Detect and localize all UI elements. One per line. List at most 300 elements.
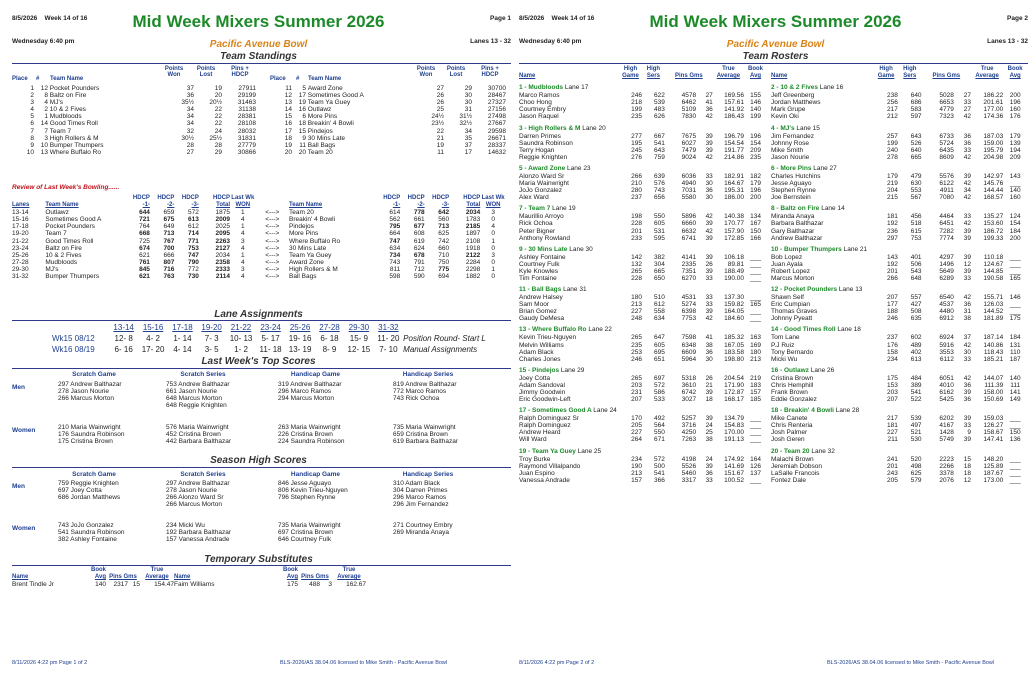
review-won-a: 1 xyxy=(241,223,245,231)
roster-cell: 126.27 xyxy=(983,422,1004,430)
roster-cell: 191.77 xyxy=(724,146,745,154)
roster-header: High xyxy=(903,66,917,72)
roster-cell: 184.60 xyxy=(724,315,745,323)
roster-cell: 171.90 xyxy=(724,381,745,389)
review-game3-a: 790 xyxy=(188,258,199,266)
roster-cell: 196 xyxy=(750,187,761,195)
score-entry xyxy=(278,402,393,409)
temp-sub-cell: 15 xyxy=(132,581,140,589)
standings-team-name: Mudbloods xyxy=(48,113,82,121)
review-team-a: Team 7 xyxy=(45,230,67,238)
roster-cell: 144.85 xyxy=(983,267,1004,275)
standings-pins-hdcp: 31831 xyxy=(237,134,256,142)
season-high-title: Season High Scores xyxy=(210,455,307,466)
roster-cell: 33 xyxy=(963,146,972,154)
standings-place: 6 xyxy=(30,120,34,128)
review-game2-a: 659 xyxy=(163,209,175,217)
roster-table xyxy=(771,66,1027,484)
roster-team-header xyxy=(771,80,1027,92)
roster-cell: 484 xyxy=(910,374,922,382)
roster-cell: 8609 xyxy=(939,153,954,161)
roster-team-name: 2 - 10 & 2 Fives Lane 16 xyxy=(771,84,844,92)
standings-place: 1 xyxy=(30,85,34,92)
roster-bowler-row xyxy=(519,194,767,201)
standings-points-won: 34 xyxy=(186,120,194,128)
score-entry: 648 Marcus Morton xyxy=(166,395,222,403)
roster-cell: 2335 xyxy=(681,260,697,268)
roster-cell: 165 xyxy=(1009,274,1021,282)
footer-left-2: 8/11/2026 4:22 pm Page 2 of 2 xyxy=(519,660,595,666)
roster-cell: ___ xyxy=(1009,253,1021,261)
roster-cell: 521 xyxy=(910,429,922,437)
review-team-b: More Pins xyxy=(288,230,319,238)
roster-cell: Rick Ochoa xyxy=(519,220,553,228)
roster-cell: 39 xyxy=(705,267,713,275)
roster-cell: 195 xyxy=(631,139,642,147)
roster-cell: 36 xyxy=(705,106,713,114)
roster-cell: 201 xyxy=(631,227,642,235)
divider xyxy=(12,467,511,468)
page-2 xyxy=(517,0,1034,691)
review-lanes: 31-32 xyxy=(12,273,29,281)
review-team-a: Outlawz xyxy=(45,209,69,217)
season-h-hdcp-series: Handicap Series xyxy=(402,471,454,478)
roster-cell: Brian Gomez xyxy=(519,308,557,316)
score-entry: 735 Maria Wainwright xyxy=(278,522,341,529)
roster-cell: Alex Ward xyxy=(519,194,549,202)
roster-cell: 195.79 xyxy=(983,146,1004,154)
roster-cell: 5749 xyxy=(939,436,954,444)
roster-team-lane: Lane 21 xyxy=(843,245,868,253)
roster-header: High xyxy=(879,66,893,72)
review-won-a: 4 xyxy=(241,244,245,252)
review-game2-a: 713 xyxy=(163,230,175,238)
review-team-b: Pindejos xyxy=(288,223,314,231)
roster-team-name: 16 - Outlawz Lane 26 xyxy=(771,366,835,374)
score-entry: 759 Reggie Knighten xyxy=(58,480,119,487)
roster-cell: 671 xyxy=(654,436,665,444)
roster-cell: ___ xyxy=(750,476,761,484)
roster-cell: 203 xyxy=(887,389,898,396)
standings-team-name: Team 20 xyxy=(306,148,333,156)
standings-team-name: More Pins xyxy=(306,113,338,121)
roster-cell: 6609 xyxy=(681,348,697,356)
roster-cell: 154 xyxy=(1009,220,1021,228)
score-entry: 806 Kevin Trieu-Nguyen xyxy=(278,487,348,495)
review-game1-b: 614 xyxy=(389,209,401,217)
roster-cell: 246 xyxy=(887,315,898,323)
roster-bowler-row xyxy=(771,382,1027,389)
lane-week-label: Wk16 08/19 xyxy=(52,345,95,354)
roster-cell: 498 xyxy=(910,462,922,470)
standings-pins-hdcp: 27911 xyxy=(238,85,256,92)
roster-cell: 38 xyxy=(963,315,972,323)
roster-cell: 6289 xyxy=(939,274,954,282)
temp-sub-cell: 140 xyxy=(95,581,106,589)
roster-cell: 27 xyxy=(963,106,972,114)
standings-points-lost: 30 xyxy=(464,92,472,100)
score-entry: 541 Saundra Robinson xyxy=(58,529,125,537)
standings-points-won: 35½ xyxy=(181,99,194,107)
roster-cell: Jason Nourie xyxy=(771,153,810,161)
review-won-b: 0 xyxy=(491,273,495,281)
roster-bowler-row xyxy=(771,334,1027,341)
roster-cell: 186.22 xyxy=(983,92,1004,100)
review-total-a: 2114 xyxy=(215,273,231,281)
roster-cell: 110.18 xyxy=(983,253,1004,261)
roster-cell: 209 xyxy=(750,146,761,154)
roster-team-lane: Lane 16 xyxy=(819,84,844,92)
rh-hdcp2: HDCP xyxy=(157,195,175,201)
roster-cell: 132 xyxy=(631,260,642,268)
roster-cell: ___ xyxy=(1009,415,1021,423)
roster-cell: 42 xyxy=(963,153,972,161)
score-entry: 226 Cristina Brown xyxy=(278,431,333,439)
review-game3-b: 560 xyxy=(438,216,450,224)
standings-row xyxy=(270,92,506,99)
roster-cell: 531 xyxy=(654,227,665,235)
roster-cell: 2076 xyxy=(939,476,954,484)
roster-cell: 612 xyxy=(654,301,665,309)
roster-header: Name xyxy=(771,73,788,80)
roster-header: High xyxy=(646,66,661,72)
score-row xyxy=(58,388,503,395)
roster-cell: 557 xyxy=(910,294,922,302)
standings-row xyxy=(270,99,506,106)
roster-cell: 695 xyxy=(654,348,665,356)
score-entry: 576 Maria Wainwright xyxy=(166,424,229,431)
season-men-label: Men xyxy=(12,483,25,490)
score-entry: 648 Reggie Knighten xyxy=(166,402,227,410)
standings-team-number: 14 xyxy=(40,120,48,128)
standings-place: 4 xyxy=(30,106,34,114)
review-game2-b: 712 xyxy=(413,265,425,273)
temp-sub-cell: Faim Williams xyxy=(174,581,215,589)
roster-team-header xyxy=(519,282,767,294)
roster-cell: Courtney Fulk xyxy=(519,260,560,268)
roster-team-header xyxy=(771,363,1027,375)
roster-header: True xyxy=(980,66,994,72)
roster-cell: ___ xyxy=(750,429,761,437)
roster-cell: 257 xyxy=(887,132,898,140)
roster-cell: 167.05 xyxy=(724,341,745,349)
roster-cell: Ralph Dominguez Sr xyxy=(519,415,579,423)
standings-place: 15 xyxy=(284,113,292,121)
review-total-b: 2185 xyxy=(465,223,481,231)
review-game1-b: 811 xyxy=(389,265,401,273)
review-vs: <---> xyxy=(265,209,280,217)
score-entry: 846 Jesse Aguayo xyxy=(278,480,332,487)
standings-pins-hdcp: 27327 xyxy=(487,99,506,107)
roster-cell: 5318 xyxy=(681,374,697,382)
standings-points-won: 27 xyxy=(186,148,194,156)
lane-matchup: 4- 2 xyxy=(146,334,160,343)
roster-bowler-row xyxy=(771,254,1027,261)
header-week-2: Week 14 of 16 xyxy=(551,15,595,22)
league-title-2: Mid Week Mixers Summer 2026 xyxy=(649,12,902,31)
roster-cell: 26 xyxy=(705,374,713,382)
standings-points-lost: 20 xyxy=(214,92,222,100)
standings-place: 11 xyxy=(285,85,292,92)
roster-cell: Micki Wu xyxy=(771,355,798,363)
roster-bowler-row xyxy=(519,268,767,275)
roster-cell: 553 xyxy=(910,187,922,195)
standings-points-lost: 32½ xyxy=(459,120,472,128)
standings-points-lost: 22 xyxy=(214,113,222,121)
season-h-scratch-game: Scratch Game xyxy=(72,471,116,478)
standings-team-number: 10 xyxy=(40,141,48,149)
roster-bowler-row xyxy=(519,396,767,403)
review-game2-a: 700 xyxy=(163,244,175,252)
review-won-a: 4 xyxy=(241,216,245,224)
score-entry: 646 Courtney Fulk xyxy=(278,536,332,544)
review-game1-a: 764 xyxy=(139,223,150,231)
roster-bowler-row xyxy=(771,415,1027,422)
roster-cell: 135.27 xyxy=(983,213,1004,221)
roster-bowler-row xyxy=(519,349,767,356)
roster-cell: 500 xyxy=(654,462,665,470)
standings-row xyxy=(12,135,256,142)
roster-cell: Jesse Aguayo xyxy=(771,180,812,188)
roster-cell: 165 xyxy=(750,301,761,309)
roster-cell: 626 xyxy=(654,113,665,121)
review-game3-b: 775 xyxy=(438,265,450,273)
roster-cell: 42 xyxy=(963,180,972,188)
roster-cell: ___ xyxy=(750,308,761,316)
standings-row xyxy=(270,85,506,92)
roster-cell: Jordan Matthews xyxy=(771,99,821,107)
score-row xyxy=(58,522,503,529)
roster-cell: 168.17 xyxy=(724,396,745,404)
roster-team-header xyxy=(519,444,767,456)
roster-cell: ___ xyxy=(1009,476,1021,484)
roster-bowler-row xyxy=(519,375,767,382)
standings-row xyxy=(12,106,256,113)
roster-cell: 543 xyxy=(910,267,922,275)
review-game1-a: 674 xyxy=(139,244,150,252)
review-game2-b: 778 xyxy=(413,209,425,217)
review-lanes: 21-22 xyxy=(12,237,29,245)
roster-cell: 235 xyxy=(750,153,761,161)
review-total-a: 2333 xyxy=(215,265,231,273)
roster-cell: 36 xyxy=(963,139,972,147)
top-scores-header xyxy=(40,371,483,378)
roster-cell: Eric Cumpian xyxy=(771,301,811,309)
roster-bowler-row xyxy=(519,154,767,161)
roster-cell: 5724 xyxy=(939,139,954,147)
lane-note: Position Round- Start L xyxy=(403,334,486,343)
roster-team-lane: Lane 22 xyxy=(588,326,612,334)
standings-place: 3 xyxy=(30,99,34,107)
roster-cell: 126.03 xyxy=(983,301,1004,309)
roster-cell: 144.44 xyxy=(983,187,1004,195)
score-entry: 269 Miranda Anaya xyxy=(393,529,450,537)
score-row xyxy=(58,529,503,536)
score-entry: 271 Courtney Embry xyxy=(393,522,453,529)
review-game3-a: 613 xyxy=(188,216,199,224)
roster-cell: 36 xyxy=(963,381,972,389)
lane-matchup: 12- 8 xyxy=(114,334,133,343)
roster-column-right xyxy=(771,66,1027,484)
roster-bowler-row xyxy=(519,334,767,341)
roster-cell: 201 xyxy=(887,267,898,275)
standings-pins-hdcp: 14632 xyxy=(487,148,506,156)
roster-bowler-row xyxy=(771,308,1027,315)
roster-cell: ___ xyxy=(1009,301,1021,309)
review-game2-b: 661 xyxy=(413,216,425,224)
roster-cell: 139 xyxy=(1009,139,1021,147)
review-game2-b: 624 xyxy=(413,244,425,252)
roster-cell: 15 xyxy=(963,455,972,463)
roster-cell: 39 xyxy=(705,308,713,316)
review-game3-b: 642 xyxy=(438,209,450,217)
roster-cell: 7031 xyxy=(681,187,697,195)
review-game1-b: 795 xyxy=(389,223,401,231)
roster-cell: ___ xyxy=(750,260,761,268)
roster-team-lane: Lane 19 xyxy=(552,205,576,213)
roster-bowler-row xyxy=(771,349,1027,356)
standings-row xyxy=(12,99,256,106)
roster-cell: 583 xyxy=(910,106,922,114)
roster-cell: 3378 xyxy=(939,469,954,477)
standings-row xyxy=(12,113,256,120)
roster-cell: 245 xyxy=(631,146,642,154)
roster-cell: ___ xyxy=(750,267,761,275)
roster-cell: 154.54 xyxy=(724,139,745,147)
standings-team-number: 20 xyxy=(298,148,306,156)
roster-bowler-row xyxy=(519,477,767,484)
roster-cell: 33 xyxy=(705,476,713,484)
roster-cell: 665 xyxy=(654,267,665,275)
roster-cell: 7263 xyxy=(681,436,697,444)
roster-header: Avg xyxy=(749,73,762,80)
roster-cell: 3317 xyxy=(681,476,697,484)
roster-cell: 186.43 xyxy=(724,113,745,121)
roster-cell: 188 xyxy=(887,308,898,316)
roster-cell: 39 xyxy=(705,220,713,228)
standings-points-won: 26 xyxy=(436,92,444,100)
roster-cell: 576 xyxy=(654,180,665,188)
roster-cell: 558 xyxy=(654,308,665,316)
score-entry: 266 Marcus Morton xyxy=(58,395,114,403)
roster-bowler-row xyxy=(519,187,767,194)
standings-team-name: Good Times Roll xyxy=(48,120,98,128)
roster-cell: 163 xyxy=(750,334,761,342)
standings-team-number: 2 xyxy=(44,106,48,114)
roster-header xyxy=(922,66,954,73)
roster-cell: 173.00 xyxy=(983,476,1004,484)
roster-cell: 5649 xyxy=(939,267,954,275)
roster-cell: Barbara Balthazar xyxy=(771,220,824,228)
standings-points-lost: 29 xyxy=(214,148,222,156)
roster-cell: 241 xyxy=(887,455,898,463)
roster-cell: Mark Grupe xyxy=(771,106,806,114)
roster-cell: Mike Smith xyxy=(771,146,804,154)
roster-cell: 179 xyxy=(1009,132,1021,140)
rh-g2: -2- xyxy=(167,202,175,209)
review-game1-a: 721 xyxy=(139,216,150,224)
roster-team-header xyxy=(771,242,1027,254)
roster-cell: 175 xyxy=(887,374,898,382)
standings-team-name: 10 & 2 Fives xyxy=(48,106,86,114)
review-game3-a: 771 xyxy=(188,237,199,245)
roster-header: Book xyxy=(748,66,764,72)
roster-cell: Troy Burke xyxy=(519,455,551,463)
score-entry: 772 Marco Ramos xyxy=(393,388,447,396)
review-game2-a: 767 xyxy=(163,237,175,245)
standings-points-lost: 34 xyxy=(464,127,472,135)
roster-cell: 41 xyxy=(705,99,713,107)
roster-cell: 253 xyxy=(631,348,642,356)
roster-cell: 41 xyxy=(705,334,713,342)
lane-pair-header: 29-30 xyxy=(348,323,370,332)
standings-team-number: 6 xyxy=(302,113,306,121)
standings-team-number: 7 xyxy=(44,127,48,135)
standings-row xyxy=(270,128,506,135)
footer-right-2: BLS-2026/AS 38.04.06 licensed to Mike Smith - Pacific Avenue Bowl xyxy=(827,660,995,666)
roster-cell: 5896 xyxy=(681,213,697,221)
roster-cell: 667 xyxy=(654,132,665,140)
roster-cell: 176 xyxy=(1009,113,1021,121)
roster-cell: ___ xyxy=(1009,469,1021,477)
roster-cell: 214.86 xyxy=(724,153,745,161)
standings-team-name: Award Zone xyxy=(306,85,343,92)
roster-cell: 201.61 xyxy=(983,99,1004,107)
review-game2-b: 791 xyxy=(413,258,425,266)
roster-cell: 180 xyxy=(631,294,642,302)
roster-cell: 160 xyxy=(1009,194,1021,202)
standings-pins-hdcp: 30700 xyxy=(487,85,506,92)
roster-cell: 235 xyxy=(631,341,642,349)
roster-cell: 6398 xyxy=(681,308,697,316)
standings-place: 8 xyxy=(30,134,34,142)
score-entry: 278 Jason Nourie xyxy=(166,487,217,495)
review-team-a: Baltz on Fire xyxy=(45,244,82,252)
standings-header-place-2: Place xyxy=(270,76,286,82)
score-entry xyxy=(278,501,393,508)
roster-cell: 686 xyxy=(910,99,922,107)
review-lanes: 27-28 xyxy=(12,258,29,266)
review-game3-b: 713 xyxy=(438,223,450,231)
standings-points-won: 32 xyxy=(186,127,194,135)
roster-cell: 180 xyxy=(750,348,761,356)
roster-bowler-row xyxy=(771,436,1027,443)
th-book: Book xyxy=(91,567,106,573)
roster-cell: 304 xyxy=(654,260,665,268)
roster-cell: 213 xyxy=(631,301,642,309)
roster-cell: 131 xyxy=(1009,341,1021,349)
roster-cell: 213 xyxy=(631,469,642,477)
standings-pins-hdcp: 28337 xyxy=(487,141,506,149)
roster-cell: 126 xyxy=(750,462,761,470)
roster-cell: 522 xyxy=(910,396,922,404)
roster-cell: 5580 xyxy=(681,194,697,202)
roster-cell: 389 xyxy=(910,381,922,389)
roster-cell: 186.00 xyxy=(724,194,745,202)
roster-cell: 5425 xyxy=(939,396,954,404)
roster-cell: 209 xyxy=(1009,153,1021,161)
roster-cell: 199 xyxy=(631,106,642,114)
roster-cell: 200 xyxy=(1009,92,1021,100)
standings-team-number: 12 xyxy=(40,85,48,92)
roster-cell: 18 xyxy=(705,396,713,404)
standings-team-number: 4 xyxy=(44,99,48,107)
roster-bowler-row xyxy=(519,308,767,315)
roster-cell: 7323 xyxy=(939,113,954,121)
rh-hdcp3: HDCP xyxy=(181,195,199,201)
roster-header: Pins Gms xyxy=(674,73,703,80)
rh-hdcp6: HDCP xyxy=(407,195,425,201)
